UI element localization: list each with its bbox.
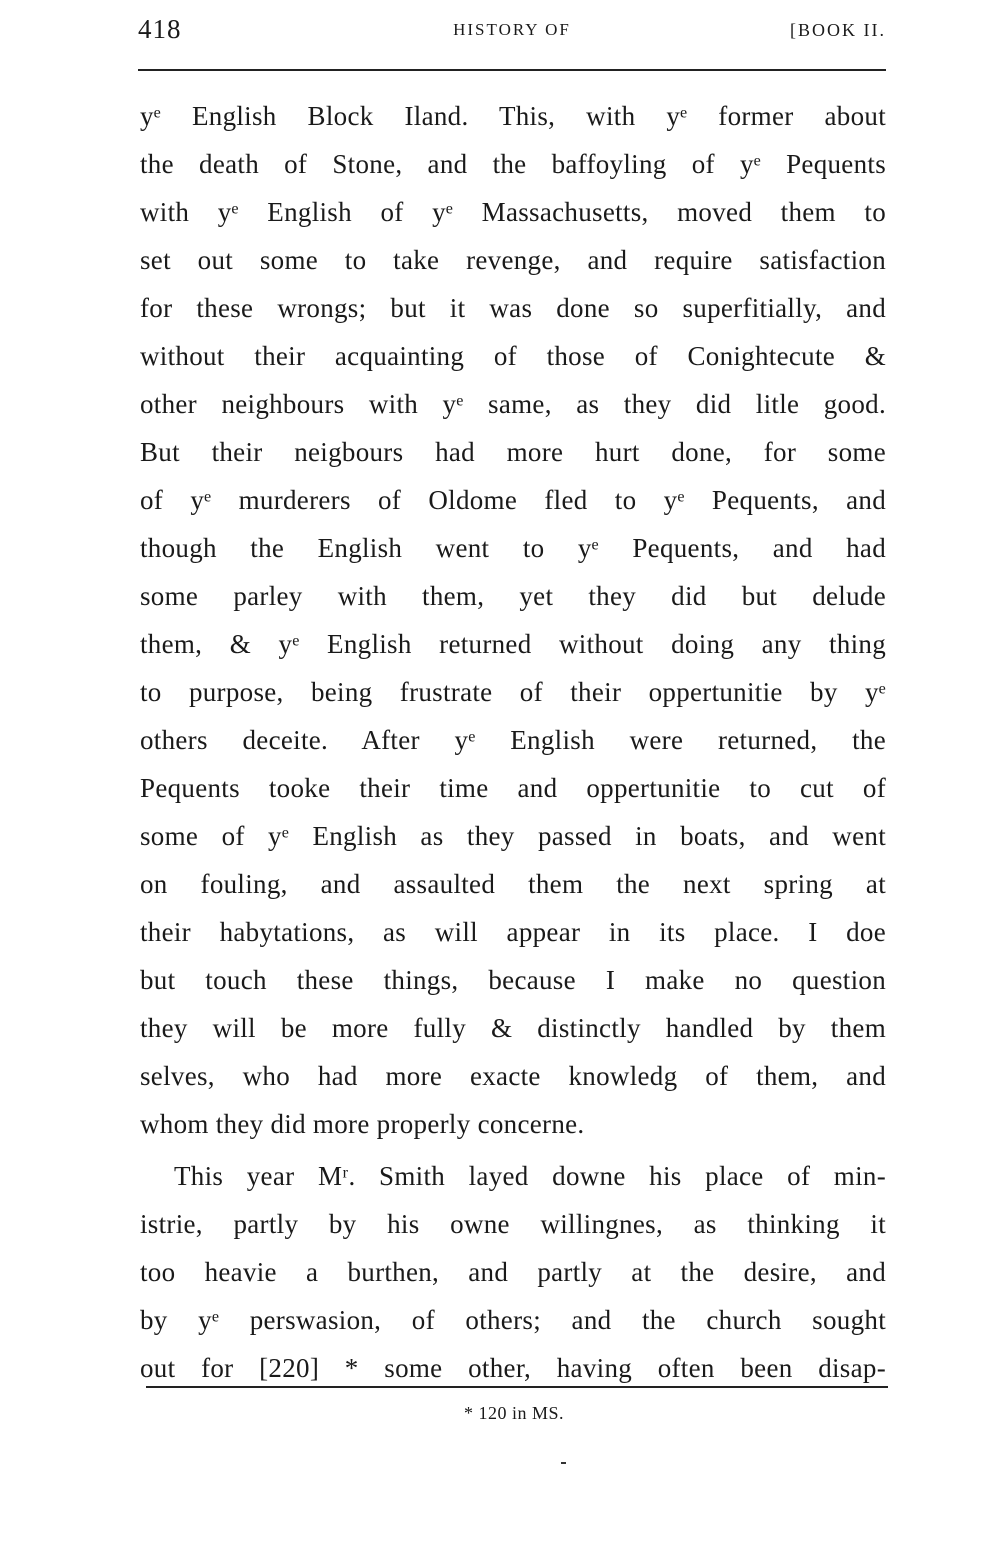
text-line: they will be more fully & distinctly handled by them [140,1013,886,1043]
footnote: * 120 in MS. [463,1403,565,1423]
text-line: whom they did more properly concerne. [140,1109,585,1139]
footnote-rule [146,1386,888,1388]
text-line: This year Mʳ. Smith layed downe his place of min- [174,1161,886,1191]
text-line: too heavie a burthen, and partly at the desire, and [140,1257,886,1287]
text-line: But their neigbours had more hurt done, for some [140,437,886,467]
text-line: istrie, partly by his owne willingnes, as thinking it [140,1209,886,1239]
text-line: out for [220] * some other, having often been disap- [140,1353,886,1383]
text-line: set out some to take revenge, and require satisfaction [140,245,886,275]
text-line: some parley with them, yet they did but delude [140,581,886,611]
page-number: 418 [138,14,182,44]
text-line: but touch these things, because I make no question [140,965,886,995]
header-rule [138,69,886,71]
text-line: though the English went to yᵉ Pequents, and had [140,533,886,563]
text-line: with yᵉ English of yᵉ Massachusetts, moved them to [140,197,886,227]
text-line: others deceite. After yᵉ English were returned, the [140,725,886,755]
print-speck [561,1462,566,1464]
text-line: by yᵉ perswasion, of others; and the church sought [140,1305,886,1335]
text-line: yᵉ English Block Iland. This, with yᵉ former about [140,101,886,131]
running-title: HISTORY OF [453,20,571,39]
text-line: for these wrongs; but it was done so superfitially, and [140,293,886,323]
text-line: of yᵉ murderers of Oldome fled to yᵉ Pequents, and [140,485,886,515]
text-line: selves, who had more exacte knowledg of them, and [140,1061,886,1091]
text-line: to purpose, being frustrate of their oppertunitie by yᵉ [140,677,886,707]
running-head [138,14,886,54]
text-line: some of yᵉ English as they passed in boats, and went [140,821,886,851]
book-label: [BOOK II. [790,20,886,40]
body-text [140,92,886,1392]
text-line: without their acquainting of those of Conightecute & [140,341,886,371]
text-line: other neighbours with yᵉ same, as they did litle good. [140,389,886,419]
text-line: their habytations, as will appear in its place. I doe [140,917,886,947]
text-line: the death of Stone, and the baffoyling of yᵉ Pequents [140,149,886,179]
text-line: them, & yᵉ English returned without doing any thing [140,629,886,659]
text-line: on fouling, and assaulted them the next spring at [140,869,886,899]
text-line: Pequents tooke their time and oppertunitie to cut of [140,773,886,803]
